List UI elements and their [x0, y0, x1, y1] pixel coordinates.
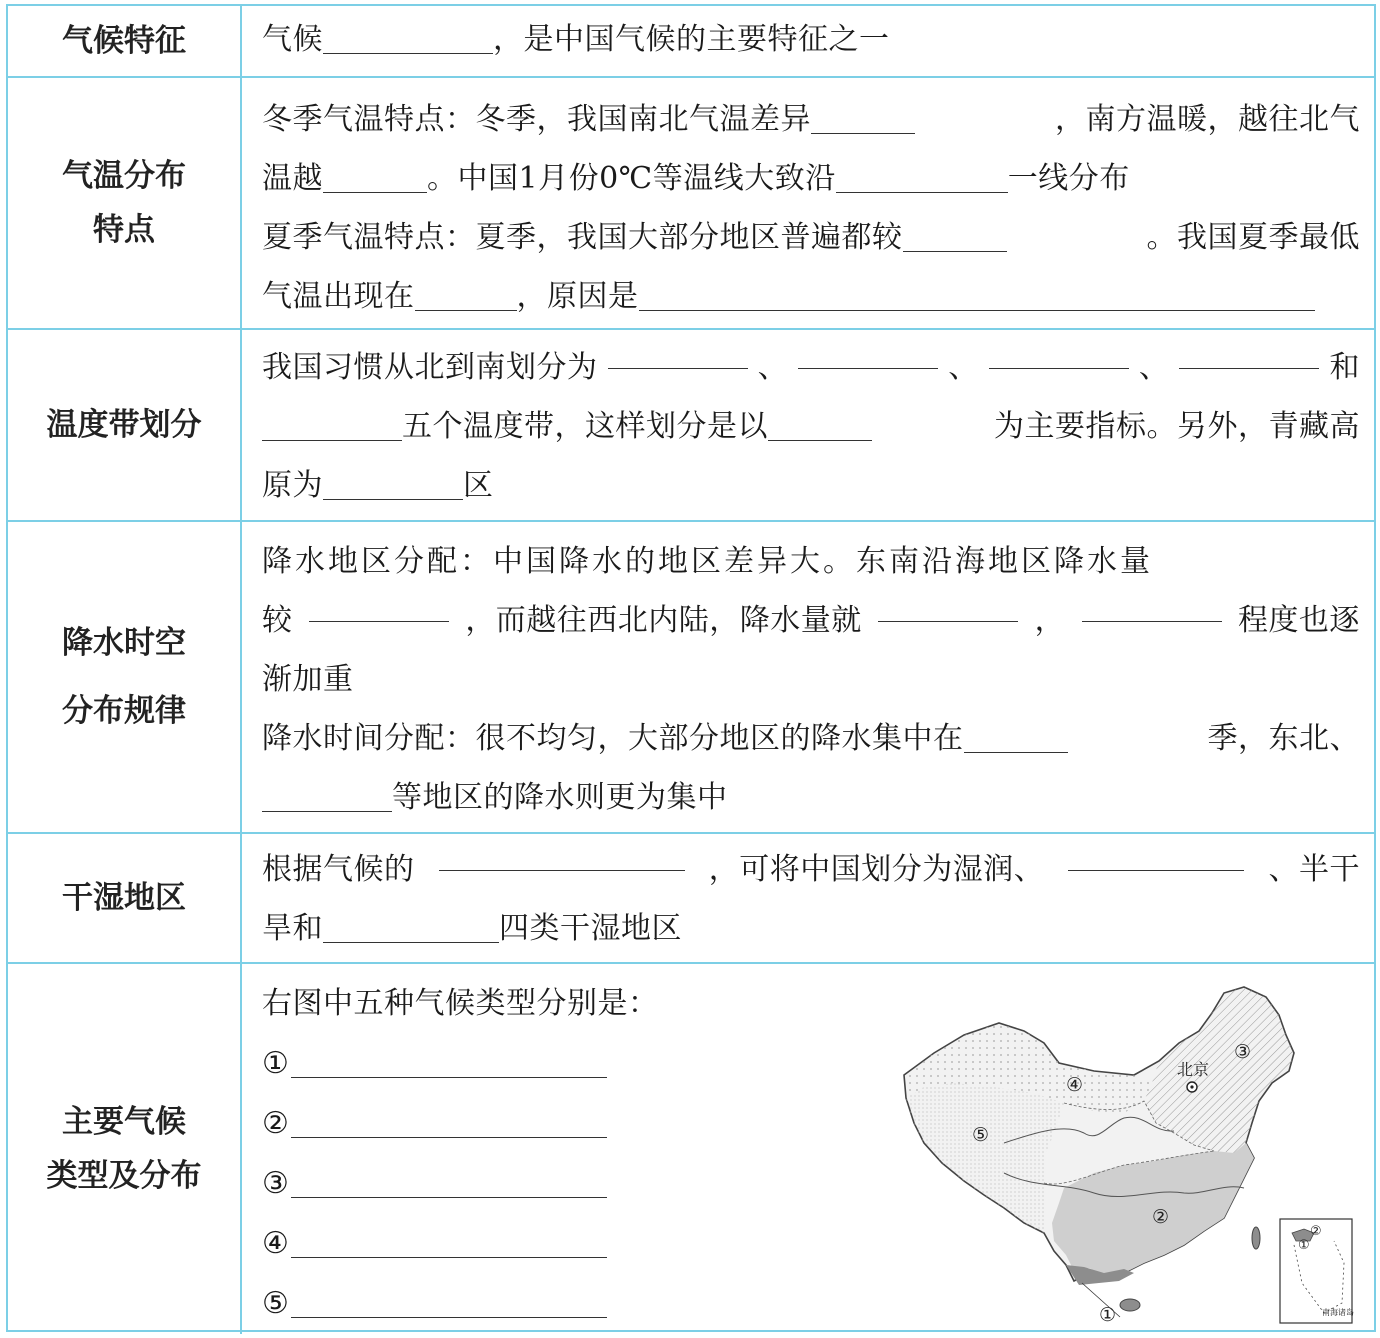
- text-segment: 四类干湿地区: [499, 911, 682, 946]
- header-line: 类型及分布: [46, 1158, 202, 1194]
- fill-blank[interactable]: [608, 338, 748, 369]
- option-marker: ④: [262, 1226, 290, 1261]
- text-segment: ，可将中国划分为湿润、: [708, 852, 1045, 887]
- inset-label-2: ②: [1310, 1224, 1322, 1239]
- hainan-island: [1120, 1299, 1140, 1311]
- row-climate-types: [8, 964, 1374, 1334]
- text-segment: 五个温度带，这样划分是以: [402, 409, 768, 444]
- text-segment: 为主要指标。另外，青藏高: [994, 409, 1360, 444]
- text-line: [262, 591, 1360, 650]
- text-segment: 、: [1138, 350, 1170, 385]
- header-line: 降水时空: [62, 625, 186, 661]
- map-label-1: ①: [1099, 1304, 1117, 1326]
- text-segment: 旱和: [262, 911, 323, 946]
- fill-blank[interactable]: [903, 221, 1007, 252]
- text-line: [262, 397, 1360, 456]
- text-segment: 区: [463, 468, 494, 503]
- text-segment: 降水时间分配：很不均匀，大部分地区的降水集中在: [262, 721, 964, 756]
- text-segment: 降水地区分配：中国降水的地区差异大。东南沿海地区降水量: [262, 544, 1153, 579]
- text-segment: ，是中国气候的主要特征之一: [493, 22, 890, 57]
- fill-blank[interactable]: [439, 840, 685, 871]
- header-line: 分布规律: [62, 693, 186, 729]
- text-segment: ，而越往西北内陆，降水量就: [465, 603, 862, 638]
- city-label-beijing: 北京: [1177, 1060, 1210, 1079]
- text-segment: 程度也逐: [1237, 603, 1360, 638]
- row-climate-feature: [8, 6, 1374, 78]
- text-line: [262, 267, 1360, 326]
- text-line: [262, 338, 1360, 397]
- text-line: [262, 768, 1360, 827]
- fill-blank[interactable]: [262, 781, 392, 812]
- row-header: [8, 522, 242, 832]
- fill-blank[interactable]: [836, 162, 1008, 193]
- row-precipitation-patterns: [8, 522, 1374, 834]
- text-segment: 气温出现在: [262, 279, 415, 314]
- text-segment: 一线分布: [1007, 161, 1130, 196]
- text-line: [262, 650, 1360, 709]
- row-content: [242, 6, 1374, 76]
- fill-blank[interactable]: [323, 23, 493, 54]
- row-temperature-distribution: [8, 78, 1374, 330]
- fill-blank[interactable]: [291, 1107, 607, 1138]
- fill-blank[interactable]: [798, 338, 938, 369]
- map-label-3: ③: [1234, 1041, 1252, 1063]
- fill-blank[interactable]: [1082, 591, 1222, 622]
- header-line: 气温分布: [62, 158, 186, 194]
- inset-caption: 南海诸岛: [1322, 1308, 1354, 1317]
- header-line: 温度带划分: [46, 407, 202, 443]
- row-content: [242, 522, 1374, 832]
- row-content: [242, 78, 1374, 328]
- text-segment: 较: [262, 603, 293, 638]
- text-segment: 冬季气温特点：冬季，我国南北气温差异: [262, 102, 811, 137]
- row-header: [8, 6, 242, 76]
- header-line: 特点: [93, 212, 155, 248]
- fill-blank[interactable]: [811, 103, 915, 134]
- text-line: [262, 90, 1360, 149]
- fill-blank[interactable]: [323, 469, 463, 500]
- row-dry-wet-regions: [8, 834, 1374, 964]
- text-segment: 、: [757, 350, 789, 385]
- text-segment: 夏季气温特点：夏季，我国大部分地区普遍都较: [262, 220, 903, 255]
- map-label-2: ②: [1152, 1206, 1170, 1228]
- option-marker: ②: [262, 1106, 290, 1141]
- region-plateau: [906, 1083, 1064, 1233]
- text-segment: 和: [1329, 350, 1360, 385]
- text-segment: 根据气候的: [262, 852, 415, 887]
- text-line: [262, 149, 1360, 208]
- fill-blank[interactable]: [768, 410, 872, 441]
- fill-blank[interactable]: [323, 912, 499, 943]
- row-content: [242, 330, 1374, 520]
- fill-blank[interactable]: [309, 591, 449, 622]
- header-line: 干湿地区: [62, 880, 186, 916]
- fill-blank[interactable]: [1179, 338, 1319, 369]
- text-line: [262, 899, 1360, 958]
- text-segment: 等地区的降水则更为集中: [392, 780, 728, 815]
- text-segment: 渐加重: [262, 662, 354, 697]
- text-segment: 温越: [262, 161, 323, 196]
- intro-text: 右图中五种气候类型分别是：: [262, 986, 659, 1021]
- region-temperate-monsoon: [1144, 987, 1294, 1153]
- text-segment: 季，东北、: [1207, 721, 1360, 756]
- fill-blank[interactable]: [878, 591, 1018, 622]
- map-label-5: ⑤: [972, 1124, 990, 1146]
- text-segment: 、半干: [1268, 852, 1360, 887]
- text-segment: 。中国1月份0℃等温线大致沿: [427, 161, 836, 196]
- text-segment: 气候: [262, 22, 323, 57]
- text-line: [262, 840, 1360, 899]
- text-segment: 我国习惯从北到南划分为: [262, 350, 598, 385]
- beijing-marker-dot: [1190, 1085, 1193, 1088]
- text-line: [262, 532, 1360, 591]
- fill-blank[interactable]: [989, 338, 1129, 369]
- taiwan-island: [1252, 1227, 1260, 1249]
- text-line: [262, 208, 1360, 267]
- fill-blank[interactable]: [291, 1047, 607, 1078]
- option-marker: ③: [262, 1166, 290, 1201]
- text-segment: 原为: [262, 468, 323, 503]
- fill-blank[interactable]: [291, 1167, 607, 1198]
- row-header: [8, 834, 242, 962]
- text-segment: 、: [948, 350, 979, 385]
- fill-blank[interactable]: [1068, 840, 1244, 871]
- fill-blank[interactable]: [964, 722, 1068, 753]
- fill-blank[interactable]: [291, 1227, 607, 1258]
- option-marker: ⑤: [262, 1286, 290, 1321]
- row-temperature-zones: [8, 330, 1374, 522]
- text-line: [262, 709, 1360, 768]
- map-label-4: ④: [1066, 1074, 1084, 1096]
- text-line: [262, 456, 1360, 515]
- inset-label-1: ①: [1298, 1238, 1310, 1253]
- climate-worksheet-table: [6, 4, 1376, 1332]
- fill-blank[interactable]: [639, 280, 1315, 311]
- row-header: [8, 78, 242, 328]
- text-segment: ，: [1034, 603, 1066, 638]
- text-segment: ，南方温暖，越往北气: [1055, 102, 1360, 137]
- header-line: 主要气候: [62, 1104, 186, 1140]
- text-segment: ，原因是: [516, 279, 639, 314]
- fill-blank[interactable]: [323, 162, 427, 193]
- fill-blank[interactable]: [291, 1287, 607, 1318]
- text-segment: 。我国夏季最低: [1146, 220, 1360, 255]
- text-line: [262, 10, 1360, 69]
- row-content: [242, 834, 1374, 962]
- row-header: [8, 964, 242, 1334]
- header-line: 气候特征: [62, 23, 186, 59]
- china-climate-map: [894, 983, 1364, 1328]
- fill-blank[interactable]: [262, 410, 402, 441]
- fill-blank[interactable]: [415, 280, 517, 311]
- option-marker: ①: [262, 1046, 290, 1081]
- row-header: [8, 330, 242, 520]
